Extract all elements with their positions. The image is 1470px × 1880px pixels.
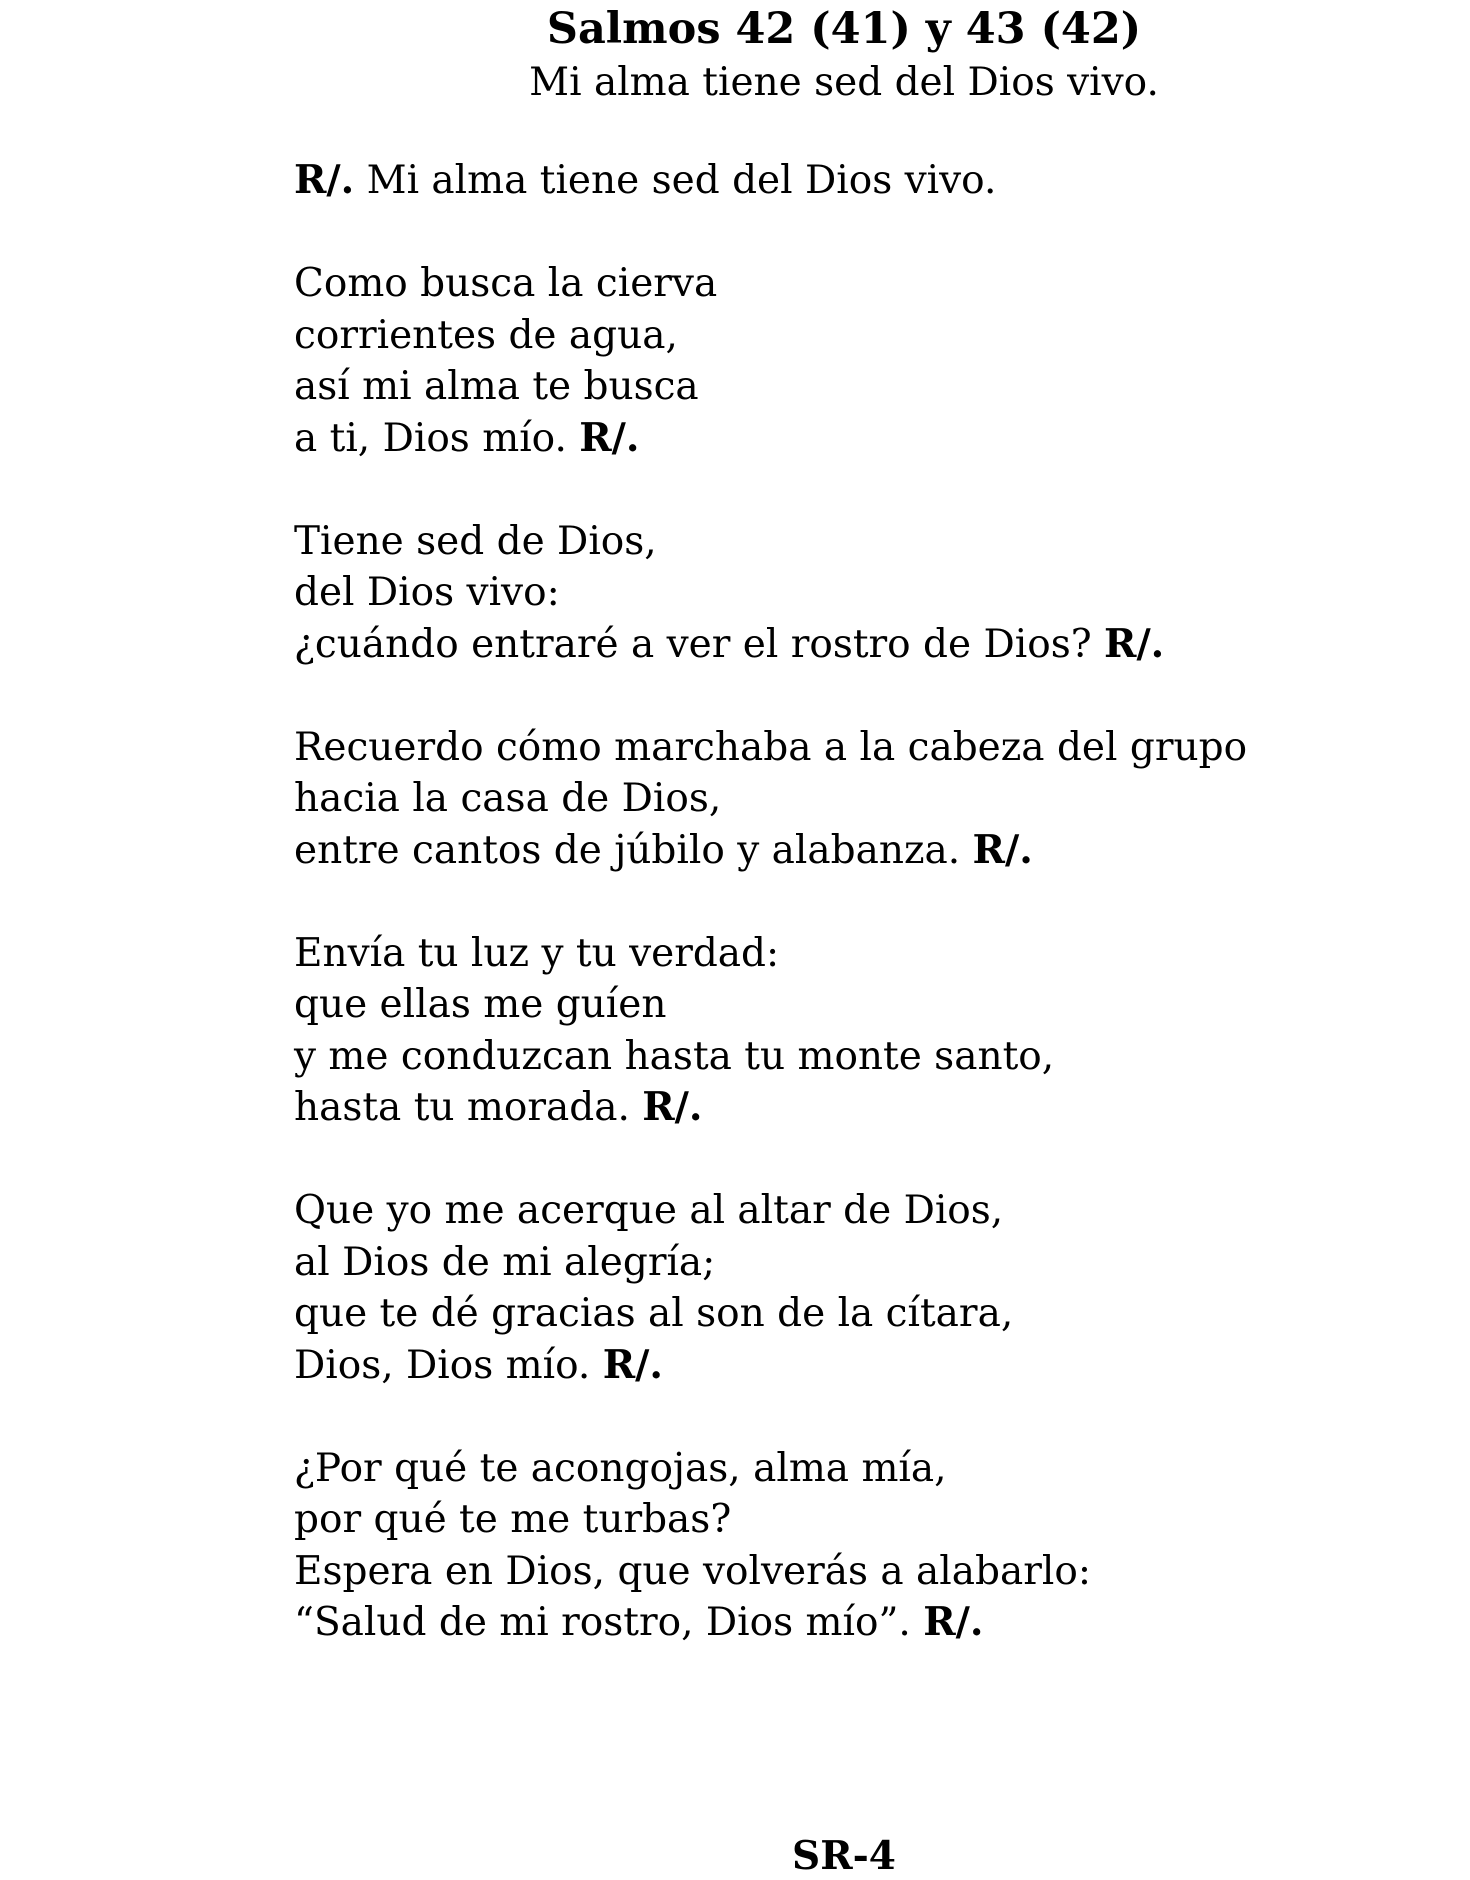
stanza-line [294, 567, 1414, 619]
stanza-line [294, 722, 1414, 774]
stanza-2 [294, 516, 1414, 671]
stanza-line [294, 979, 1414, 1031]
stanza-1 [294, 258, 1414, 464]
stanza-4 [294, 928, 1414, 1134]
line-text: ¿Por qué te acongojas, alma mía, [294, 1445, 947, 1491]
stanza-line [294, 1546, 1414, 1598]
refrain-line [294, 155, 1414, 207]
stanza-line [294, 361, 1414, 413]
stanza-line [294, 1288, 1414, 1340]
line-text: a ti, Dios mío. [294, 415, 580, 461]
psalm-header [0, 2, 1470, 110]
stanza-line [294, 1237, 1414, 1289]
refrain-marker: R/. [294, 157, 355, 203]
line-text: Como busca la cierva [294, 261, 718, 306]
response-marker: R/. [923, 1599, 984, 1645]
line-text: Dios, Dios mío. [294, 1342, 603, 1388]
line-text: y me conduzcan hasta tu monte santo, [294, 1033, 1055, 1079]
stanza-line [294, 1443, 1414, 1495]
line-text: que te dé gracias al son de la cítara, [294, 1291, 1014, 1336]
stanza-line [294, 258, 1414, 310]
line-text: al Dios de mi alegría; [294, 1239, 716, 1285]
stanza-line [294, 413, 1414, 465]
line-text: así mi alma te busca [294, 364, 699, 409]
line-text: Que yo me acerque al altar de Dios, [294, 1188, 1004, 1233]
line-text: Espera en Dios, que volverás a alabarlo: [294, 1548, 1091, 1594]
response-marker: R/. [1104, 620, 1165, 667]
stanza-line [294, 1082, 1414, 1134]
line-text: Envía tu luz y tu verdad: [294, 930, 780, 976]
stanza-line [294, 516, 1414, 568]
line-text: que ellas me guíen [294, 982, 667, 1027]
stanza-line [294, 1185, 1414, 1237]
line-text: “Salud de mi rostro, Dios mío”. [294, 1600, 924, 1645]
psalm-title: Salmos 42 (41) y 43 (42) [546, 4, 1142, 54]
response-marker: R/. [972, 826, 1033, 873]
response-marker: R/. [579, 414, 640, 461]
stanza-line [294, 1340, 1414, 1392]
line-text: entre cantos de júbilo y alabanza. [294, 827, 973, 873]
stanza-line [294, 310, 1414, 362]
line-text: ¿cuándo entraré a ver el rostro de Dios? [294, 621, 1105, 667]
page-code: SR-4 [792, 1833, 896, 1879]
stanza-line [294, 928, 1414, 980]
line-text: del Dios vivo: [294, 570, 560, 615]
stanza-line [294, 773, 1414, 825]
stanza-line [294, 825, 1414, 877]
response-marker: R/. [642, 1084, 703, 1130]
stanza-3 [294, 722, 1414, 877]
stanza-6 [294, 1443, 1414, 1649]
line-text: corrientes de agua, [294, 312, 678, 358]
stanza-line [294, 619, 1414, 671]
response-marker: R/. [602, 1341, 663, 1388]
line-text: hasta tu morada. [294, 1085, 643, 1130]
stanza-line [294, 1494, 1414, 1546]
psalm-subtitle: Mi alma tiene sed del Dios vivo. [529, 60, 1159, 105]
line-text: por qué te me turbas? [294, 1497, 732, 1542]
stanza-line [294, 1597, 1414, 1649]
line-text: hacia la casa de Dios, [294, 776, 722, 821]
line-text: Tiene sed de Dios, [294, 518, 657, 564]
stanza-line [294, 1031, 1414, 1083]
stanza-5 [294, 1185, 1414, 1391]
refrain-text: Mi alma tiene sed del Dios vivo. [354, 158, 997, 203]
line-text: Recuerdo cómo marchaba a la cabeza del grupo [294, 724, 1248, 770]
psalm-body [294, 155, 1414, 1700]
